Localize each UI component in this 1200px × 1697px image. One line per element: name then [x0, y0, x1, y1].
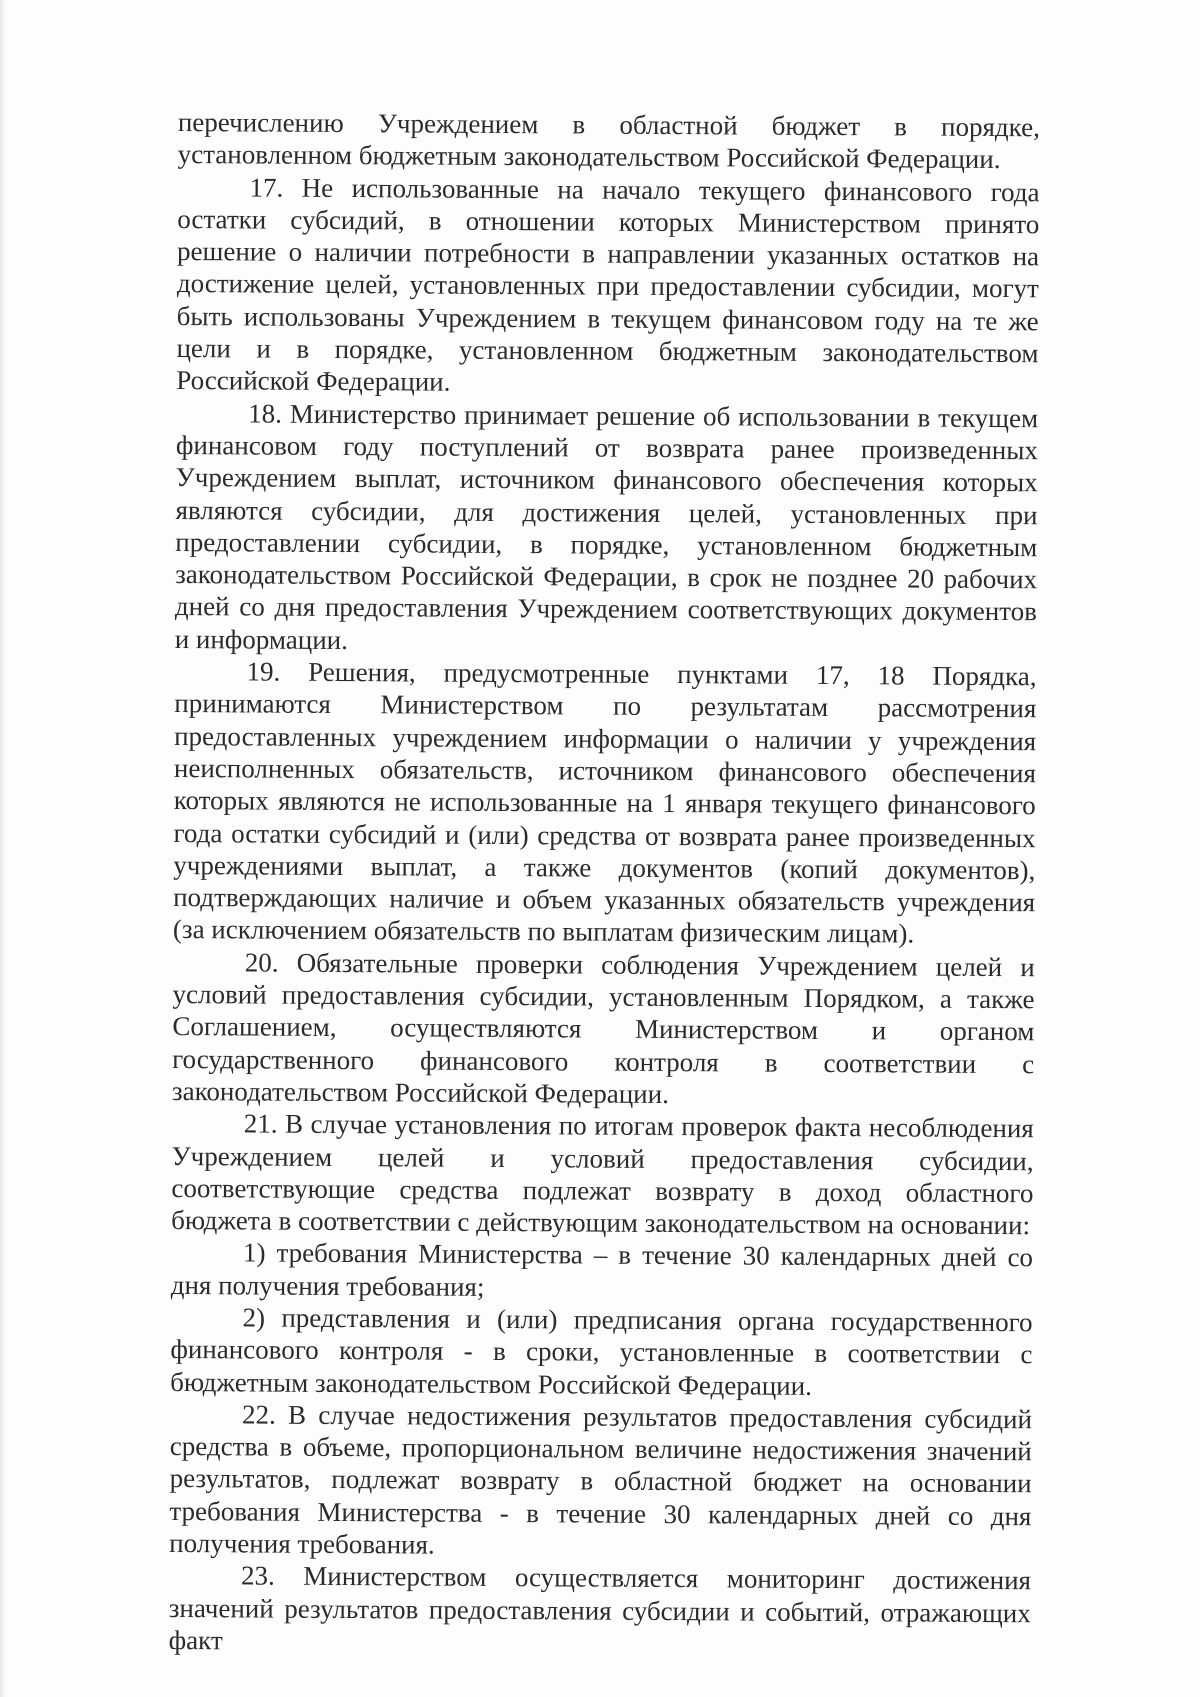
paragraph-continuation: перечислению Учреждением в областной бюджет в порядке, установленном бюджетным законодательством Российской Федерации. — [177, 106, 1040, 175]
paragraph-item-18: 18. Министерство принимает решение об использовании в текущем финансовом году поступлений от возврата ранее произведенных Учреждением выплат, источником финансового обеспечения которых являются субсидии, для достижения целей, установленных при предоставлении субсидии, в порядке, установленном бюджетным законодательством Российской Федерации, в срок не позднее 20 рабочих дней со дня предоставления Учреждением соответствующих документов и информации. — [174, 398, 1039, 655]
paragraph-item-23: 23. Министерством осуществляется мониторинг достижения значений результатов предоставления субсидии и событий, отражающих факт — [168, 1560, 1032, 1656]
document-body — [169, 106, 1040, 1661]
paragraph-item-17: 17. Не использованные на начало текущего финансового года остатки субсидий, в отношении которых Министерством принято решение о наличии потребности в направлении указанных остатков на достижение целей, установленных при предоставлении субсидии, могут быть использованы Учреждением в текущем финансовом году на те же цели и в порядке, установленном бюджетным законодательством Российской Федерации. — [176, 172, 1040, 398]
scan-edge-shadow — [0, 0, 6, 1697]
paragraph-item-19: 19. Решения, предусмотренные пунктами 17, 18 Порядка, принимаются Министерством по результатам рассмотрения предоставленных учреждением информации о наличии у учреждения неисполненных обязательств, источником финансового обеспечения которых являются не использованные на 1 января текущего финансового года остатки субсидий и (или) средства от возврата ранее произведенных учреждениями выплат, а также документов (копий документов), подтверждающих наличие и объем указанных обязательств учреждения (за исключением обязательств по выплатам физическим лицам). — [172, 656, 1037, 949]
paragraph-item-21: 21. В случае установления по итогам проверок факта несоблюдения Учреждением целей и условий предоставления субсидии, соответствующие средства подлежат возврату в доход областного бюджета в соответствии с действующим законодательством на основании: — [171, 1108, 1034, 1241]
paragraph-item-21-sub-1: 1) требования Министерства – в течение 30 календарных дней со дня получения требования; — [170, 1237, 1034, 1302]
paragraph-item-20: 20. Обязательные проверки соблюдения Учреждением целей и условий предоставления субсидии, установленным Порядком, а также Соглашением, осуществляются Министерством и органом государственного финансового контроля в соответствии с законодательством Российской Федерации. — [171, 947, 1035, 1109]
paragraph-item-21-sub-2: 2) представления и (или) предписания органа государственного финансового контроля - в сроки, установленные в соответствии с бюджетным законодательством Российской Федерации. — [170, 1302, 1033, 1401]
paragraph-item-22: 22. В случае недостижения результатов предоставления субсидий средства в объеме, пропорциональном величине недостижения значений результатов, подлежат возврату в областной бюджет на основании требования Министерства - в течение 30 календарных дней со дня получения требования. — [169, 1399, 1033, 1560]
